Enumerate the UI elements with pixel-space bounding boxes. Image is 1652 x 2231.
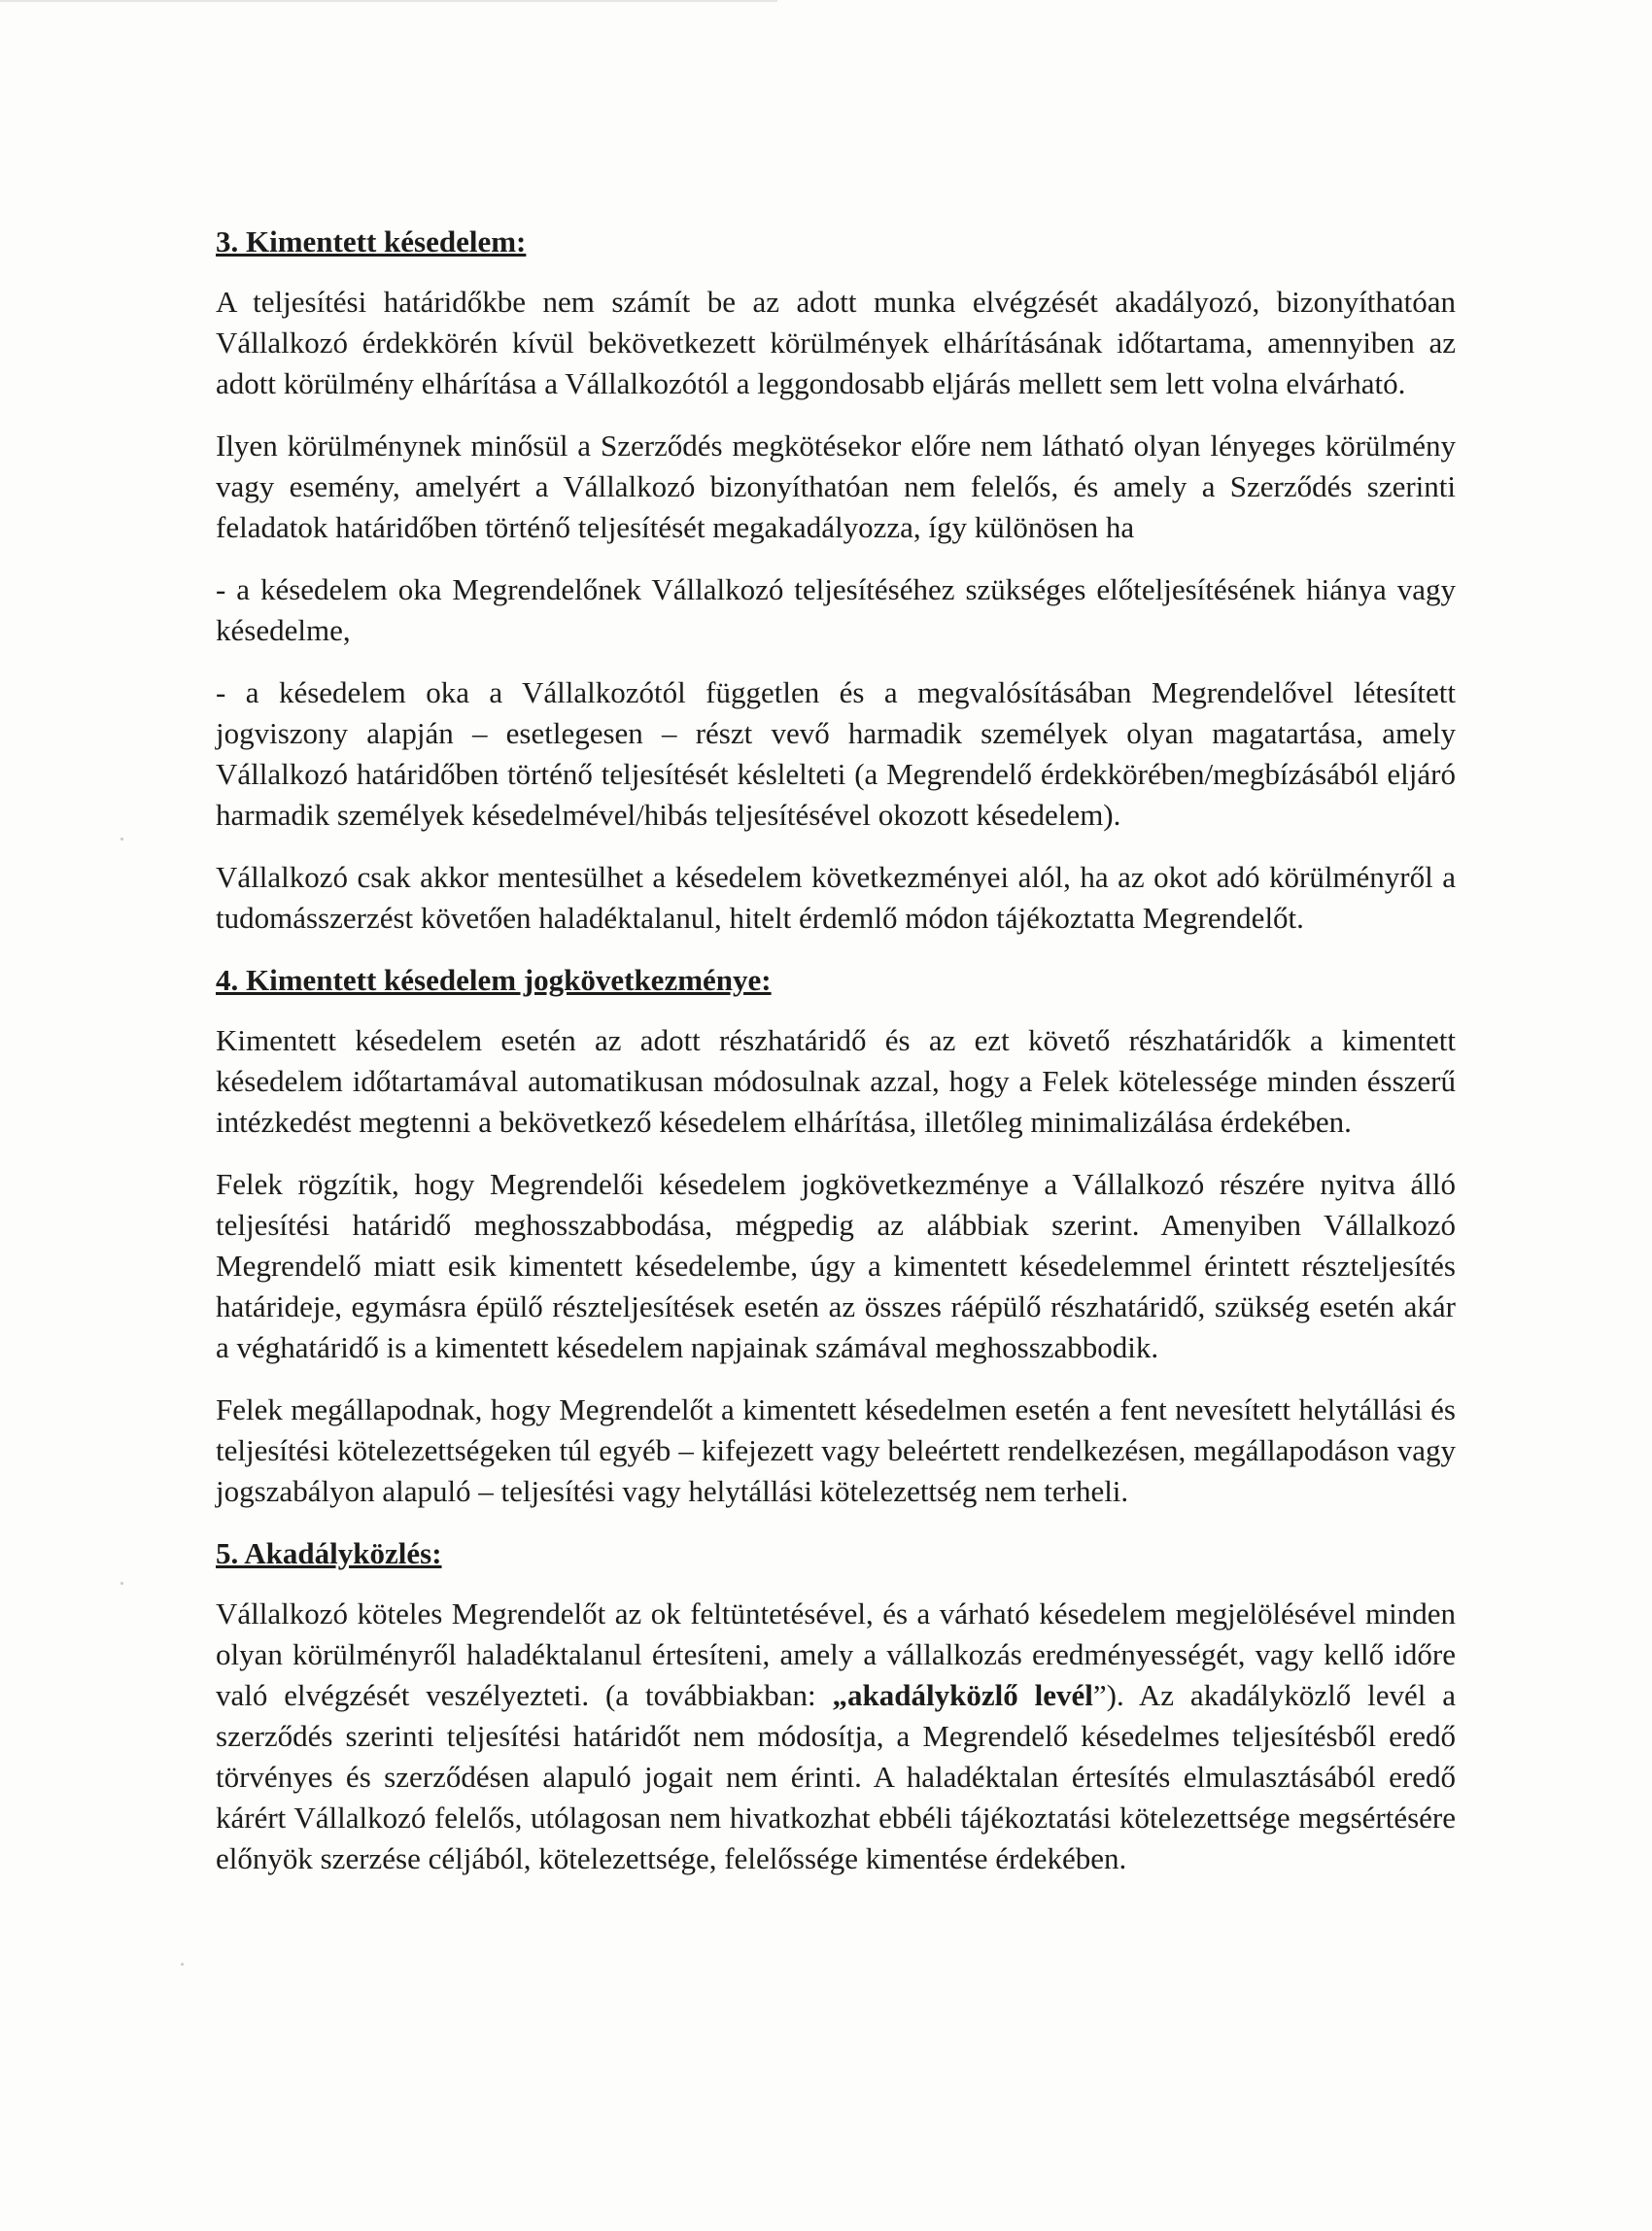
paragraph bbox=[216, 1594, 1456, 1879]
paragraph-text: ”). Az akadályközlő levél a szerződés szerinti teljesítési határidőt nem módosítja, a Megrendelő késedelmes teljesítésből eredő törvényes és szerződésen alapuló jogait nem érinti. A haladéktalan értesítés elmulasztásából eredő kárért Vállalkozó felelős, utólagosan nem hivatkozhat ebbéli tájékoztatási kötelezettsége megsértésére előnyök szerzése céljából, kötelezettsége, felelőssége kimentése érdekében. bbox=[216, 1678, 1457, 1875]
paragraph: Kimentett késedelem esetén az adott részhatáridő és az ezt követő részhatáridők a kimentett késedelem időtartamával automatikusan módosulnak azzal, hogy a Felek kötelessége minden ésszerű intézkedést megtenni a bekövetkező késedelem elhárítása, illetőleg minimalizálása érdekében. bbox=[216, 1023, 1456, 1139]
paragraph: Felek rögzítik, hogy Megrendelői késedelem jogkövetkezménye a Vállalkozó részére nyitva álló teljesítési határidő meghosszabbodása, mégpedig az alábbiak szerint. Amenyiben Vállalkozó Megrendelő miatt esik kimentett késedelembe, úgy a kimentett késedelemmel érintett részteljesítés határideje, egymásra épülő részteljesítések esetén az összes ráépülő részhatáridő, szükség esetén akár a véghatáridő is a kimentett késedelem napjainak számával meghosszabbodik. bbox=[216, 1167, 1456, 1364]
section-kimentett-kesedelem bbox=[216, 222, 1456, 939]
paragraph-text: Vállalkozó köteles Megrendelőt az ok feltüntetésével, és a várható késedelem megjelölésével minden olyan körülményről haladéktalanul értesíteni, amely a vállalkozás eredményességét, vagy kellő időre való elvégzését veszélyezteti. (a továbbiakban: bbox=[216, 1596, 1456, 1712]
section-akadalykozles bbox=[216, 1533, 1456, 1879]
list-item-paragraph: - a késedelem oka Megrendelőnek Vállalkozó teljesítéséhez szükséges előteljesítésének hiánya vagy késedelme, bbox=[216, 572, 1456, 647]
scan-speck bbox=[120, 838, 123, 841]
scan-speck bbox=[181, 1963, 184, 1966]
paragraph: Felek megállapodnak, hogy Megrendelőt a kimentett késedelmen esetén a fent nevesített helytállási és teljesítési kötelezettségeken túl egyéb – kifejezett vagy beleértett rendelkezésen, megállapodáson vagy jogszabályon alapuló – teljesítési vagy helytállási kötelezettség nem terheli. bbox=[216, 1392, 1456, 1508]
paragraph: Vállalkozó csak akkor mentesülhet a késedelem következményei alól, ha az okot adó körülményről a tudomásszerzést követően haladéktalanul, hitelt érdemlő módon tájékoztatta Megrendelőt. bbox=[216, 860, 1456, 935]
section-heading: 3. Kimentett késedelem: bbox=[216, 224, 527, 258]
scan-edge-line bbox=[0, 0, 777, 2]
scan-speck bbox=[120, 1582, 123, 1585]
section-jogkovetkezmeny bbox=[216, 960, 1456, 1512]
list-item-paragraph: - a késedelem oka a Vállalkozótól független és a megvalósításában Megrendelővel létesített jogviszony alapján – esetlegesen – részt vevő harmadik személyek olyan magatartása, amely Vállalkozó határidőben történő teljesítését késlelteti (a Megrendelő érdekkörében/megbízásából eljáró harmadik személyek késedelmével/hibás teljesítésével okozott késedelem). bbox=[216, 675, 1456, 832]
document-page bbox=[216, 222, 1456, 1901]
paragraph: Ilyen körülménynek minősül a Szerződés megkötésekor előre nem látható olyan lényeges körülmény vagy esemény, amelyért a Vállalkozó bizonyíthatóan nem felelős, és amely a Szerződés szerinti feladatok határidőben történő teljesítését megakadályozza, így különösen ha bbox=[216, 429, 1456, 544]
section-heading: 4. Kimentett késedelem jogkövetkezménye: bbox=[216, 963, 772, 997]
defined-term-bold: „akadályközlő levél bbox=[832, 1678, 1093, 1712]
paragraph: A teljesítési határidőkbe nem számít be az adott munka elvégzését akadályozó, bizonyíthatóan Vállalkozó érdekkörén kívül bekövetkezett körülmények elhárításának időtartama, amennyiben az adott körülmény elhárítása a Vállalkozótól a leggondosabb eljárás mellett sem lett volna elvárható. bbox=[216, 285, 1456, 400]
section-heading: 5. Akadályközlés: bbox=[216, 1536, 442, 1570]
